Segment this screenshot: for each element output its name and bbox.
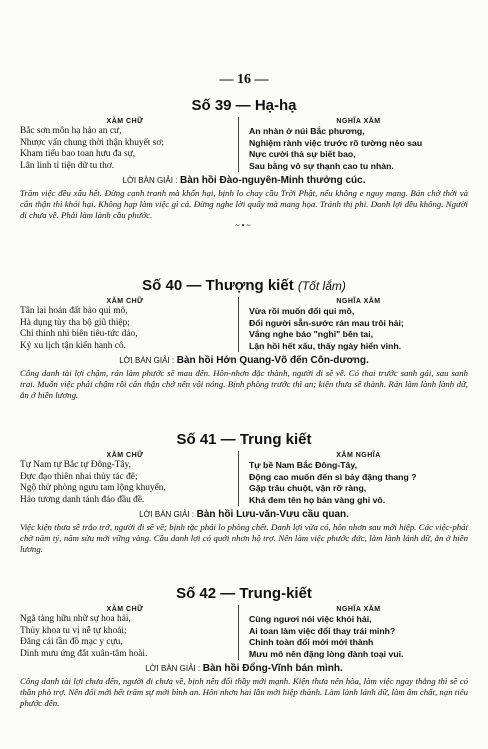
- interpretation-text: Bàn hồi Hớn Quang-Võ đến Côn-dương.: [176, 355, 369, 366]
- verse-columns: [20, 297, 468, 352]
- interpretation-label: LỜI BÀN GIẢI :: [119, 356, 175, 365]
- meaning-line: Sau bằng vô sự thạnh cao tu nhàn.: [249, 160, 394, 171]
- verse-line: Kham tiếu bao toan hưu đa sự,: [20, 149, 136, 159]
- verse-line: Nhược vấn chung thời thận khuyết sơ;: [20, 137, 164, 148]
- meaning-line: Nực cười thả sự biết bao,: [249, 149, 356, 159]
- section-title-text: Số 39 — Hạ-hạ: [191, 97, 297, 114]
- section-title-text: Số 41 — Trung kiết: [176, 431, 312, 448]
- interpretation-text: Bàn hồi Lưu-văn-Vưu cầu quan.: [196, 509, 349, 520]
- meaning-line: Vừa rồi muốn đổi qui mô,: [249, 306, 355, 316]
- verse-line: Đăng cái tần đồ mạc y cựu,: [20, 637, 123, 647]
- column-header: XĂM CHỮ: [106, 606, 144, 613]
- verse-line: Ngã tàng hữu nhữ sự hoa hải,: [20, 614, 131, 624]
- fortune-description: Trăm việc đều xấu hết. Đừng cạnh tranh mà khốn hại, bịnh lo chay cầu Trời Phật, nếu không e nguy mạng. Bán chờ thời và cẩn thận thì khỏi hại. Không hạp làm việc gì cả. Đừng nghe lời quấy mà mang họa. Tránh thị phi. Danh lợi đều không. Người đi chưa về. Phải làm lành cầu phước.: [20, 188, 468, 220]
- column-header: XĂM CHỮ: [106, 118, 144, 125]
- column-header: NGHĨA XĂM: [336, 606, 381, 613]
- fortune-description: Việc kiện thưa sẽ trắo trở, người đi sẽ về; bịnh tặc phải lo phòng chết. Danh lợi vừa có, hôn nhơn sau mới hiệp. Các việc-phải chờ năm tý, năm sửu mới vững vàng. Cầu danh lợi có quới nhơn hộ trợ. Nên làm việc phước đức, làm lành lánh dữ, ắn ở hiền lương.: [20, 522, 468, 554]
- column-header: NGHĨA XĂM: [336, 298, 381, 305]
- verse-line: Hà dụng tùy tha bộ giũ thiệp;: [20, 317, 130, 328]
- interpretation-label: LỜI BÀN GIẢI :: [122, 176, 178, 185]
- interpretation-label: LỜI BÀN GIẢI :: [145, 664, 201, 673]
- meaning-line: Lận hồi hết xấu, thấy ngày hiển vinh.: [249, 340, 402, 351]
- verse-line: Lân linh tỉ tiện dữ tu thơ.: [20, 160, 115, 171]
- meaning-line: Cùng ngươi nói việc khỏi hải,: [249, 614, 372, 624]
- interpretation-heading: [20, 663, 468, 674]
- verse-columns: [20, 117, 468, 172]
- verse-line: Ngộ thử phòng ngưu tam lộng khuyển,: [20, 483, 166, 493]
- interpretation-text: Bàn hồi Đào-nguyên-Minh thưởng cúc.: [180, 175, 366, 186]
- meaning-line: An nhàn ở núi Bắc phương,: [249, 126, 365, 136]
- verse-columns: [20, 605, 468, 660]
- column-header: XĂM NGHĨA: [336, 452, 381, 459]
- fortune-description: Công danh tài lợi chậm, rán làm phước sẽ mau đến. Hôn-nhơn đặc thành, người đi sẽ về. Có thai trước sanh gái, sau sanh trai. Muốn việc phải chậm rồi cẩn thận chớ nên vội nóng. Bịnh phòng trước thì an; kiện thưa sẽ thành. Rán làm lành lành dữ, ắn ở hiền lương.: [20, 368, 468, 400]
- meaning-line: Chỉnh toàn đổi mới mới thành: [249, 637, 374, 647]
- interpretation-heading: [20, 355, 468, 366]
- verse-line: Tự Nam tự Bắc tự Đông-Tây,: [20, 460, 131, 470]
- meaning-line: Ai toan làm việc đổi thay trái minh?: [249, 625, 396, 636]
- section-title: [20, 431, 468, 448]
- verse-line: Đực đạo thiên nhai thủy tác đê;: [20, 471, 138, 482]
- meaning-line: Vắng nghe báo "nghỉ" bên tai,: [249, 329, 374, 339]
- column-header: XĂM CHỮ: [106, 298, 144, 305]
- section-title: [20, 97, 468, 114]
- meaning-line: Mưu mô nên đặng lòng đành toại vui.: [249, 648, 404, 659]
- meaning-column: [239, 297, 468, 352]
- page-number: — 16 —: [219, 72, 269, 87]
- section-subtitle: (Tốt lắm): [297, 279, 346, 293]
- verse-line: Hảo tương danh tánh đáo đầu đề.: [20, 494, 145, 505]
- section-title: [20, 585, 468, 602]
- ornament-divider: ~•~: [235, 221, 253, 230]
- meaning-line: Tự bề Nam Bắc Đông-Tây,: [249, 460, 357, 470]
- chinese-verse-column: [20, 117, 239, 172]
- section-40: [20, 277, 468, 401]
- verse-line: Bắc sơn môn hạ hảo an cư,: [20, 126, 122, 136]
- fortune-description: Công danh tài lợi chưa đến, người đi chưa về, bịnh nên đổi thầy mới mạnh. Kiện thưa nên hòa, làm việc ngay thẳng thì sẽ có thần phò trợ. Nên đổi mới hết trăm sự mới bình an. Hôn nhơn hai lần mới hiệp thành. Làm lành lánh dữ, làm âm chất, nạn tiêu phước đến.: [20, 676, 468, 708]
- meaning-column: [239, 605, 468, 660]
- verse-line: Dinh mưu ứng đắt xuân-tâm hoài.: [20, 648, 148, 659]
- verse-columns: [20, 451, 468, 506]
- verse-line: Chỉ thính nhi biên tiêu-tức dảo,: [20, 329, 138, 339]
- meaning-line: Khá đem tên họ bản vàng ghi vô.: [249, 494, 386, 505]
- column-header: XĂM CHỮ: [106, 452, 144, 459]
- meaning-line: Đổi người sẵn-sước rán mau trôi hải;: [249, 317, 404, 328]
- verse-line: Tân lai hoán đất bảo qui mô,: [20, 306, 128, 316]
- meaning-line: Nghiệm rành việc trước rõ tường nẻo sau: [249, 137, 423, 148]
- chinese-verse-column: [20, 605, 239, 660]
- meaning-line: Động cao muốn đến sì bảy đặng thang ?: [249, 471, 417, 482]
- section-title: [20, 277, 468, 294]
- meaning-column: [239, 117, 468, 172]
- interpretation-heading: [20, 175, 468, 186]
- interpretation-label: LỜI BÀN GIẢI :: [139, 510, 194, 519]
- interpretation-heading: [20, 509, 468, 520]
- section-title-text: Số 40 — Thượng kiết: [142, 277, 294, 294]
- chinese-verse-column: [20, 297, 239, 352]
- meaning-column: [239, 451, 468, 506]
- section-39: [20, 97, 468, 231]
- meaning-line: Gặp trâu chuột, vận rỡ ràng,: [249, 483, 367, 493]
- chinese-verse-column: [20, 451, 239, 506]
- verse-line: Kỷ xu lịch tận kiến hanh cô.: [20, 340, 126, 351]
- section-42: [20, 585, 468, 709]
- verse-line: Thủy khoa tu vị nễ tự khoái;: [20, 625, 127, 636]
- section-41: [20, 431, 468, 555]
- section-title-text: Số 42 — Trung-kiết: [176, 585, 312, 602]
- interpretation-text: Bàn hồi Đổng-Vĩnh bán mình.: [202, 663, 343, 674]
- column-header: NGHĨA XĂM: [336, 118, 381, 125]
